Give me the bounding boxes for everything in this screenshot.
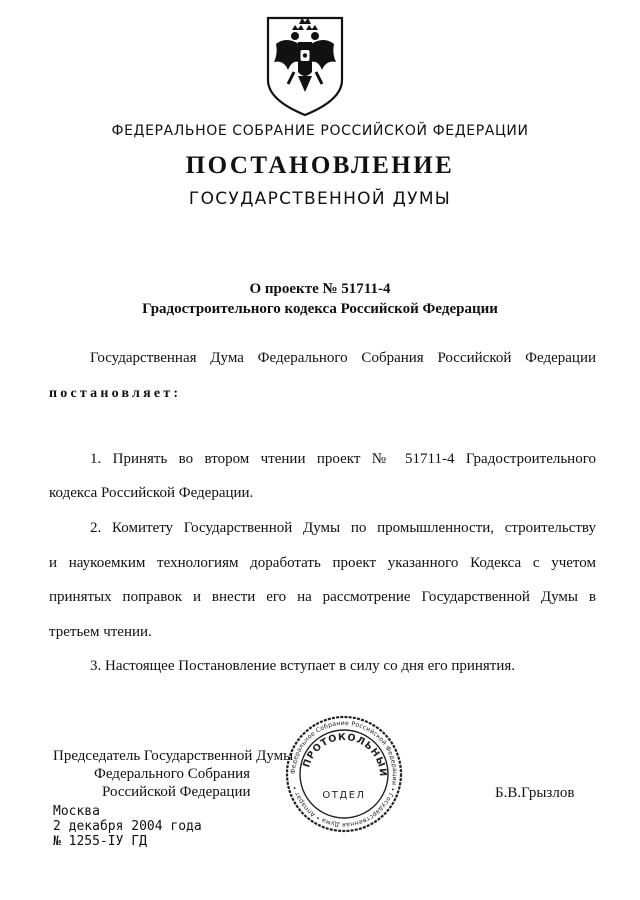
stamp-center-text: ОТДЕЛ: [322, 790, 366, 801]
issuer-heading: ГОСУДАРСТВЕННОЙ ДУМЫ: [188, 189, 452, 209]
stamp-outer-ring-text: Федеральное Собрание Российской Федерации • Государственная Дума • Аппарат •: [289, 719, 399, 829]
stamp-arc-text: ПРОТОКОЛЬНЫЙ: [301, 731, 389, 778]
preamble-text: Государственная Дума Федерального Собрания Российской Федерации: [90, 350, 596, 366]
signatory-name: Б.В.Грызлов: [495, 785, 575, 801]
document-type-heading: ПОСТАНОВЛЕНИЕ: [185, 152, 455, 179]
resolution-item-line: 1. Принять во втором чтении проект № 51711-4 Градостроительного: [90, 451, 596, 467]
decision-verb: постановляет:: [49, 386, 182, 401]
resolution-item-line: и наукоемким технологиям доработать проект указанного Кодекса с учетом: [49, 555, 596, 571]
issue-date: 2 декабря 2004 года: [53, 819, 202, 834]
issue-place: Москва: [53, 804, 100, 819]
signatory-position: Федерального Собрания: [94, 766, 251, 782]
document-number: № 1255-IУ ГД: [53, 834, 147, 849]
assembly-title: ФЕДЕРАЛЬНОЕ СОБРАНИЕ РОССИЙСКОЙ ФЕДЕРАЦИИ: [111, 123, 529, 139]
resolution-item-line: 2. Комитету Государственной Думы по промышленности, строительству: [90, 520, 596, 536]
resolution-item-line: 3. Настоящее Постановление вступает в силу со дня его принятия.: [90, 658, 516, 674]
signatory-position: Председатель Государственной Думы: [53, 748, 294, 764]
resolution-item-line: кодекса Российской Федерации.: [49, 485, 254, 501]
subject-line: Градостроительного кодекса Российской Федерации: [142, 301, 498, 317]
resolution-item-line: принятых поправок и внести его на рассмотрение Государственной Думы в: [49, 589, 596, 605]
subject-line: О проекте № 51711-4: [249, 281, 391, 297]
russian-coat-of-arms-icon: [264, 14, 346, 118]
official-stamp: [284, 714, 404, 834]
resolution-item-line: третьем чтении.: [49, 624, 152, 640]
signatory-position: Российской Федерации: [102, 784, 251, 800]
